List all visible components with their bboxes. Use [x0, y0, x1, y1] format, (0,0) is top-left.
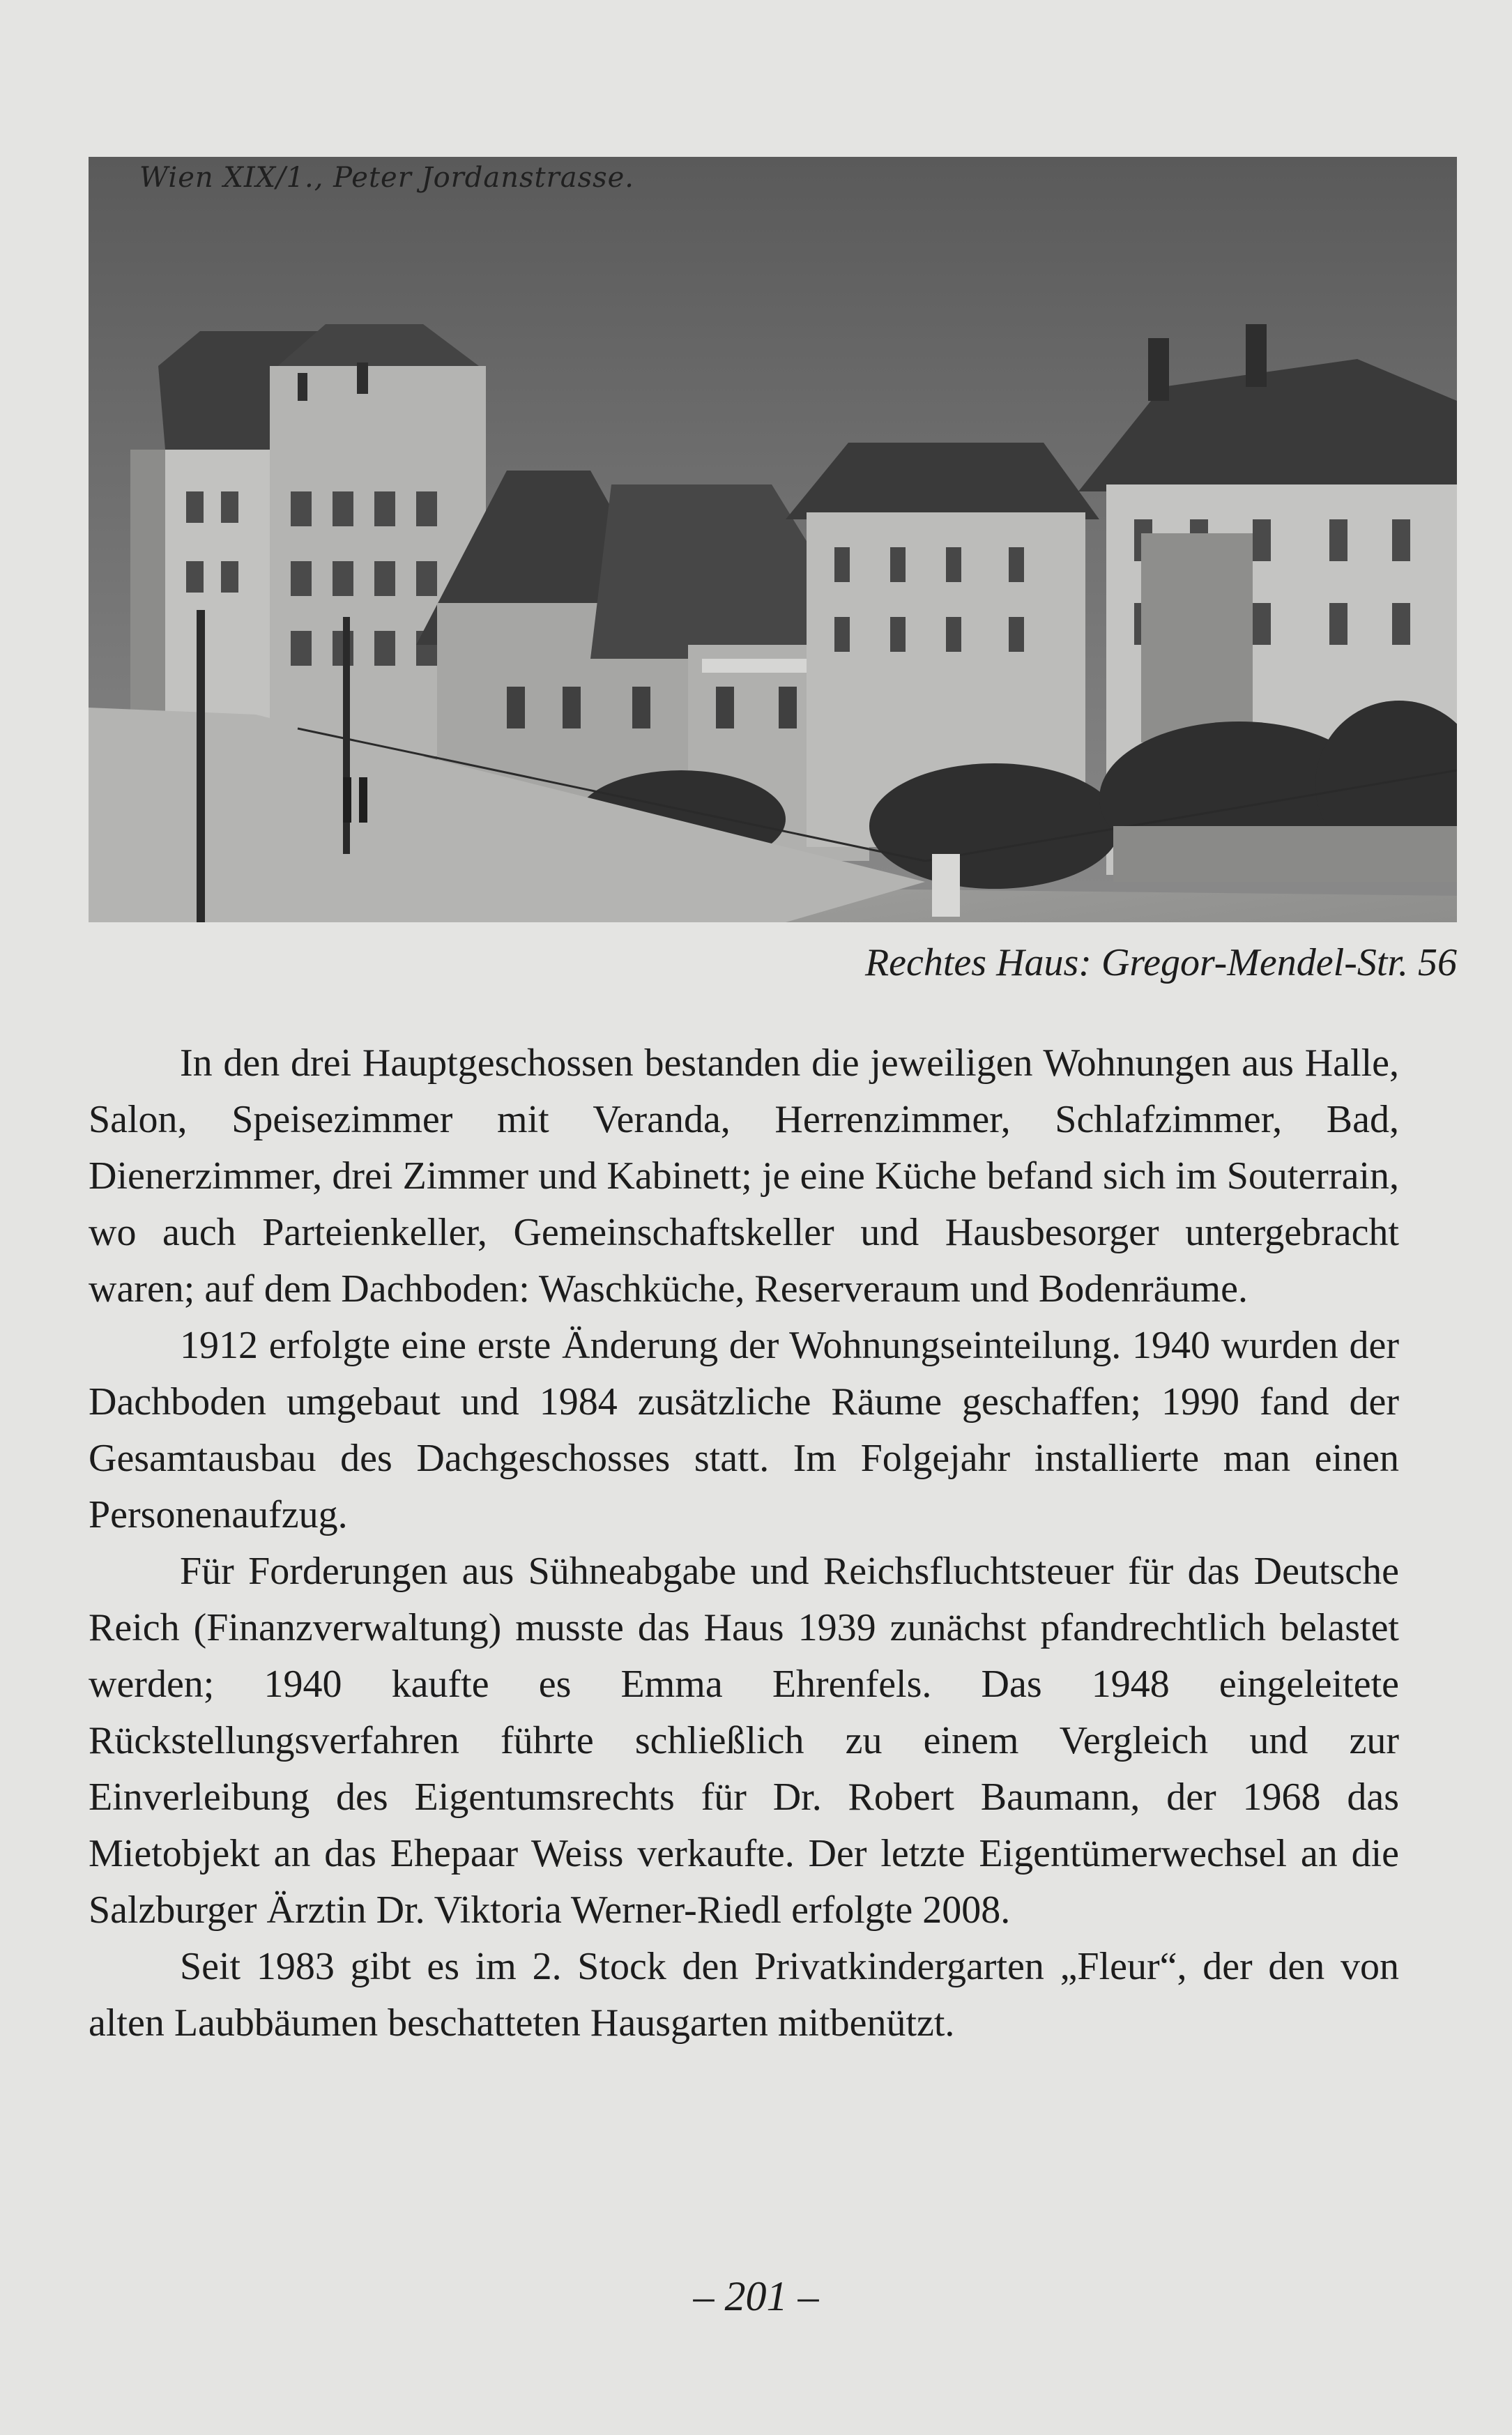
photo-handwritten-label: Wien XIX/1., Peter Jordanstrasse.	[139, 162, 635, 194]
photo-caption: Rechtes Haus: Gregor-Mendel-Str. 56	[864, 941, 1457, 984]
paragraph: In den drei Hauptgeschossen bestanden die jeweiligen Wohnungen aus Halle, Salon, Speisezimmer mit Veranda, Herrenzimmer, Schlafzimmer, Bad, Dienerzimmer, drei Zimmer und Kabinett; je eine Küche befand sich im Souterrain, wo auch Parteienkeller, Gemeinschaftskeller und Hausbesorger untergebracht waren; auf dem Dachboden: Waschküche, Reserveraum und Bodenräume.	[89, 1041, 1399, 1311]
pedestrian	[343, 777, 351, 823]
historic-street-photo	[89, 157, 1457, 922]
paragraph: 1912 erfolgte eine erste Änderung der Wohnungseinteilung. 1940 wurden der Dachboden umgebaut und 1984 zusätzliche Räume geschaffen; 1990 fand der Gesamtausbau des Dachgeschosses statt. Im Folgejahr installierte man einen Personenaufzug.	[89, 1324, 1399, 1536]
paragraph: Für Forderungen aus Sühneabgabe und Reichsfluchtsteuer für das Deutsche Reich (Finanzverwaltung) musste das Haus 1939 zunächst pfandrechtlich belastet werden; 1940 kaufte es Emma Ehrenfels. Das 1948 eingeleitete Rückstellungsverfahren führte schließlich zu einem Vergleich und zur Einverleibung des Eigentumsrechts für Dr. Robert Baumann, der 1968 das Mietobjekt an das Ehepaar Weiss verkaufte. Der letzte Eigentümerwechsel an die Salzburger Ärztin Dr. Viktoria Werner-Riedl erfolgte 2008.	[89, 1550, 1399, 1932]
page-number: – 201 –	[693, 2273, 819, 2319]
telegraph-pole	[197, 610, 205, 922]
pedestrian	[359, 777, 367, 823]
body-text	[89, 1035, 1399, 2052]
photo-illustration	[89, 157, 1457, 922]
left-apartment-building	[130, 324, 486, 756]
paragraph: Seit 1983 gibt es im 2. Stock den Privatkindergarten „Fleur“, der den von alten Laubbäumen beschatteten Hausgarten mitbenützt.	[89, 1945, 1399, 2045]
